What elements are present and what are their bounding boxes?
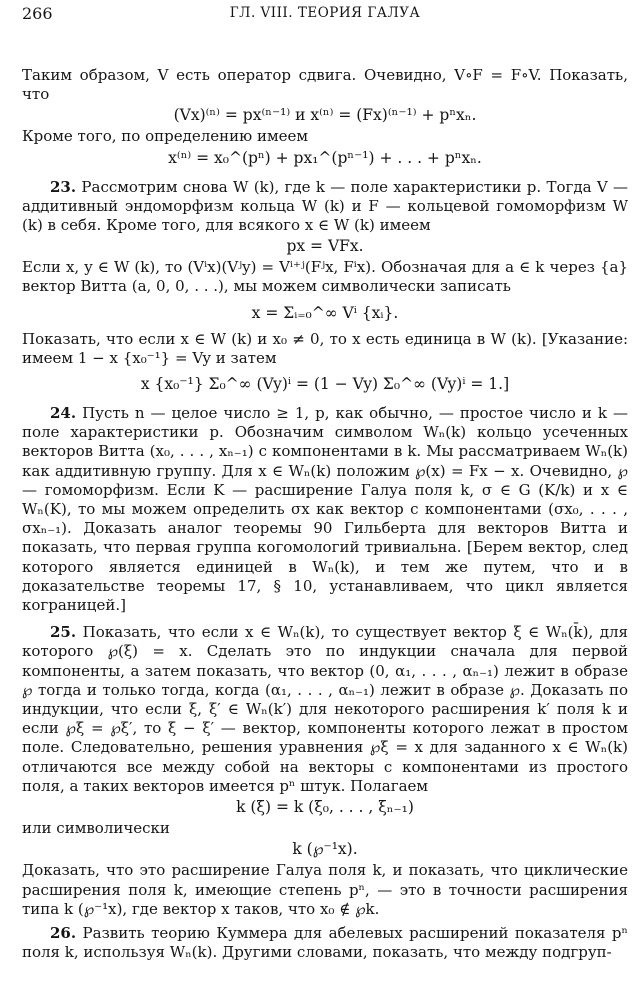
exercise-number: 23.	[50, 177, 77, 196]
exercise-text: Показать, что если x ∈ Wₙ(k), то существует вектор ξ ∈ Wₙ(k̄), для которого ℘(ξ) = x. Сделать это по индукции сначала для первой компоненты, а затем показать, что вектор (0, α₁, . . . , αₙ₋₁) лежит в образе ℘ тогда и только тогда, когда (α₁, . . . , αₙ₋₁) лежит в образе ℘. Доказать по индукции, что если ξ, ξ′ ∈ Wₙ(k′) для некоторого расширения k′ поля k и если ℘ξ = ℘ξ′, то ξ − ξ′ — вектор, компоненты которого лежат в простом поле. Следовательно, решения уравнения ℘ξ = x для заданного x ∈ Wₙ(k) отличаются все между собой на векторы с компонентами из простого поля, а таких векторов имеется pⁿ штук. Полагаем	[22, 623, 628, 795]
equation: x⁽ⁿ⁾ = x₀^(pⁿ) + px₁^(pⁿ⁻¹) + . . . + pⁿxₙ.	[168, 148, 482, 167]
page-header	[22, 4, 628, 26]
paragraph: Таким образом, V есть оператор сдвига. Очевидно, V∘F = F∘V. Показать, что	[22, 66, 628, 104]
paragraph: Если x, y ∈ W (k), то (Vⁱx)(Vʲy) = Vⁱ⁺ʲ(Fʲx, Fⁱx). Обозначая для a ∈ k через {a} вектор Витта (a, 0, 0, . . .), мы можем символически записать	[22, 258, 628, 296]
page-number: 266	[22, 4, 53, 23]
equation: k (℘⁻¹x).	[292, 840, 358, 859]
equation: k (ξ) = k (ξ₀, . . . , ξₙ₋₁)	[236, 798, 414, 817]
exercise-text: Развить теорию Куммера для абелевых расширений показателя pⁿ поля k, используя Wₙ(k). Другими словами, показать, что между подгруп-	[22, 923, 628, 962]
exercise-25	[22, 623, 628, 796]
exercise-text: Пусть n — целое число ≥ 1, p, как обычно, — простое число и k — поле характеристики p. Обозначим символом Wₙ(k) кольцо усеченных векторов Витта (x₀, . . . , xₙ₋₁) с компонентами в k. Мы рассматриваем Wₙ(k) как аддитивную группу. Для x ∈ Wₙ(k) положим ℘(x) = Fx − x. Очевидно, ℘ — гомоморфизм. Если K — расширение Галуа поля k, σ ∈ G (K/k) и x ∈ Wₙ(K), то мы можем определить σx как вектор с компонентами (σx₀, . . . , σxₙ₋₁). Доказать аналог теоремы 90 Гильберта для векторов Витта и показать, что первая группа когомологий тривиальна. [Берем вектор, след которого является единицей в Wₙ(k), и тем же путем, что и в доказательстве теоремы 17, § 10, устанавливаем, что цикл является кограницей.]	[22, 404, 628, 615]
exercise-26	[22, 924, 628, 962]
exercise-number: 24.	[50, 404, 77, 423]
exercise-number: 25.	[50, 623, 77, 642]
exercise-23	[22, 178, 628, 236]
paragraph: Кроме того, по определению имеем	[22, 127, 309, 146]
page-body	[22, 66, 628, 962]
paragraph: Показать, что если x ∈ W (k) и x₀ ≠ 0, то x есть единица в W (k). [Указание: имеем 1 − x {x₀⁻¹} = Vy и затем	[22, 329, 628, 367]
running-title: ГЛ. VIII. ТЕОРИЯ ГАЛУА	[229, 5, 421, 21]
paragraph: Доказать, что это расширение Галуа поля k, и показать, что циклические расширения поля k, имеющие степень pⁿ, — это в точности расширения типа k (℘⁻¹x), где вектор x таков, что x₀ ∉ ℘k.	[22, 861, 628, 918]
exercise-number: 26.	[50, 923, 77, 942]
equation: x = Σᵢ₌₀^∞ Vⁱ {xᵢ}.	[251, 303, 399, 322]
equation: x {x₀⁻¹} Σ₀^∞ (Vy)ⁱ = (1 − Vy) Σ₀^∞ (Vy)ⁱ = 1.]	[140, 375, 510, 394]
equation: px = VFx.	[286, 237, 364, 256]
exercise-24	[22, 404, 628, 615]
paragraph: или символически	[22, 819, 170, 838]
equation: (Vx)⁽ⁿ⁾ = px⁽ⁿ⁻¹⁾ и x⁽ⁿ⁾ = (Fx)⁽ⁿ⁻¹⁾ + pⁿxₙ.	[173, 106, 477, 125]
exercise-text: Рассмотрим снова W (k), где k — поле характеристики p. Тогда V — аддитивный эндоморфизм кольца W (k) и F — кольцевой гомоморфизм W (k) в себя. Кроме того, для всякого x ∈ W (k) имеем	[22, 177, 628, 235]
